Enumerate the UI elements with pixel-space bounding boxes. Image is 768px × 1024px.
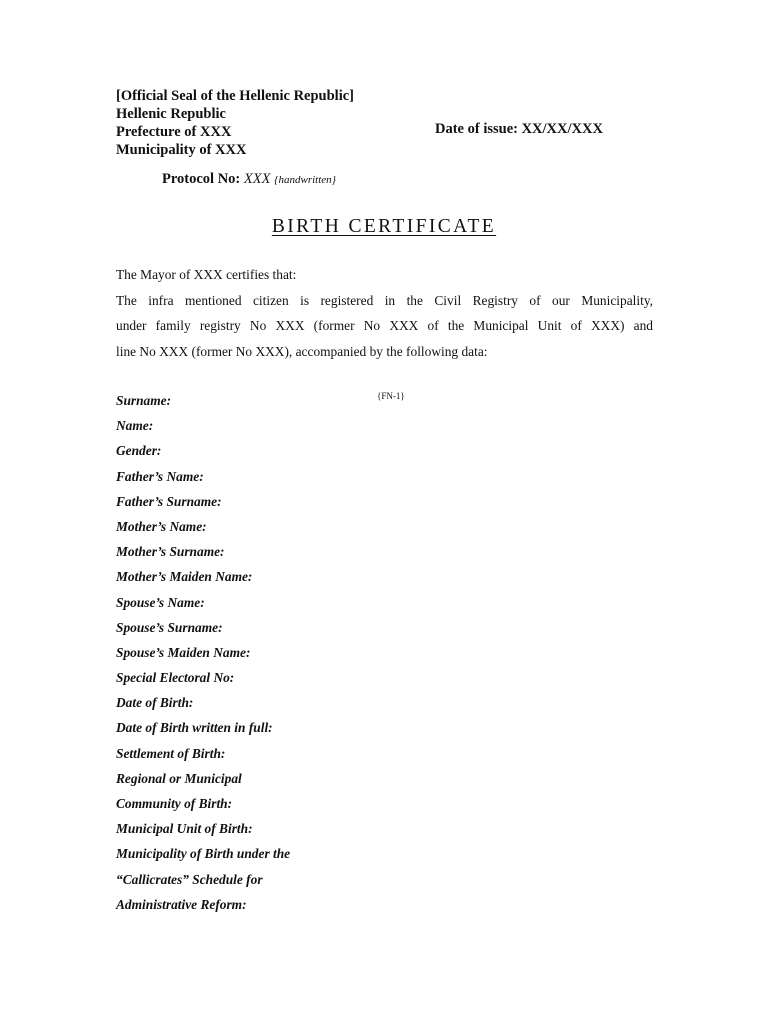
municipality-name: Municipality of XXX [116,142,247,158]
field-label: Spouse’s Surname: [116,619,223,635]
field-label: Settlement of Birth: [116,745,226,761]
field-label: Gender: [116,443,162,459]
personal-data-fields [116,391,416,920]
field-label: Mother’s Surname: [116,544,225,560]
intro-line-4: line No XXX (former No XXX), accompanied by the following data: [116,343,488,359]
field-label: Name: [116,418,154,434]
field-label: Spouse’s Maiden Name: [116,644,251,660]
field-label: Date of Birth: [116,695,194,711]
certification-statement [116,264,653,366]
field-label: Mother’s Maiden Name: [116,569,253,585]
field-label: Father’s Name: [116,468,204,484]
field-label: Mother’s Name: [116,518,207,534]
field-label: Surname: [116,393,172,408]
field-label: Spouse’s Name: [116,594,205,610]
prefecture-name: Prefecture of XXX [116,124,232,140]
footnote-reference: {FN-1} [377,391,405,401]
intro-line-3: under family registry No XXX (former No XXX of the Municipal Unit of XXX) and [116,318,653,333]
official-seal-placeholder: [Official Seal of the Hellenic Republic] [116,88,355,104]
field-label: Community of Birth: [116,796,233,811]
field-label: Municipality of Birth under the [116,846,291,862]
field-label: Municipal Unit of Birth: [116,821,253,837]
protocol-value: XXX [243,171,271,187]
field-label: Father’s Surname: [116,493,222,509]
protocol-number [162,171,336,188]
field-label: Administrative Reform: [116,896,247,912]
republic-name: Hellenic Republic [116,106,226,122]
protocol-handwritten-note: {handwritten} [274,174,337,186]
intro-line-2: The infra mentioned citizen is registered in the Civil Registry of our Municipality, [116,292,653,308]
date-of-issue: Date of issue: XX/XX/XXX [435,121,603,137]
field-label: Regional or Municipal [116,770,242,786]
document-title: BIRTH CERTIFICATE [271,216,497,237]
field-label: Special Electoral No: [116,670,235,686]
field-label: “Callicrates” Schedule for [116,871,263,887]
intro-line-1: The Mayor of XXX certifies that: [116,267,297,282]
protocol-label: Protocol No: [162,171,241,187]
field-label: Date of Birth written in full: [116,720,273,736]
